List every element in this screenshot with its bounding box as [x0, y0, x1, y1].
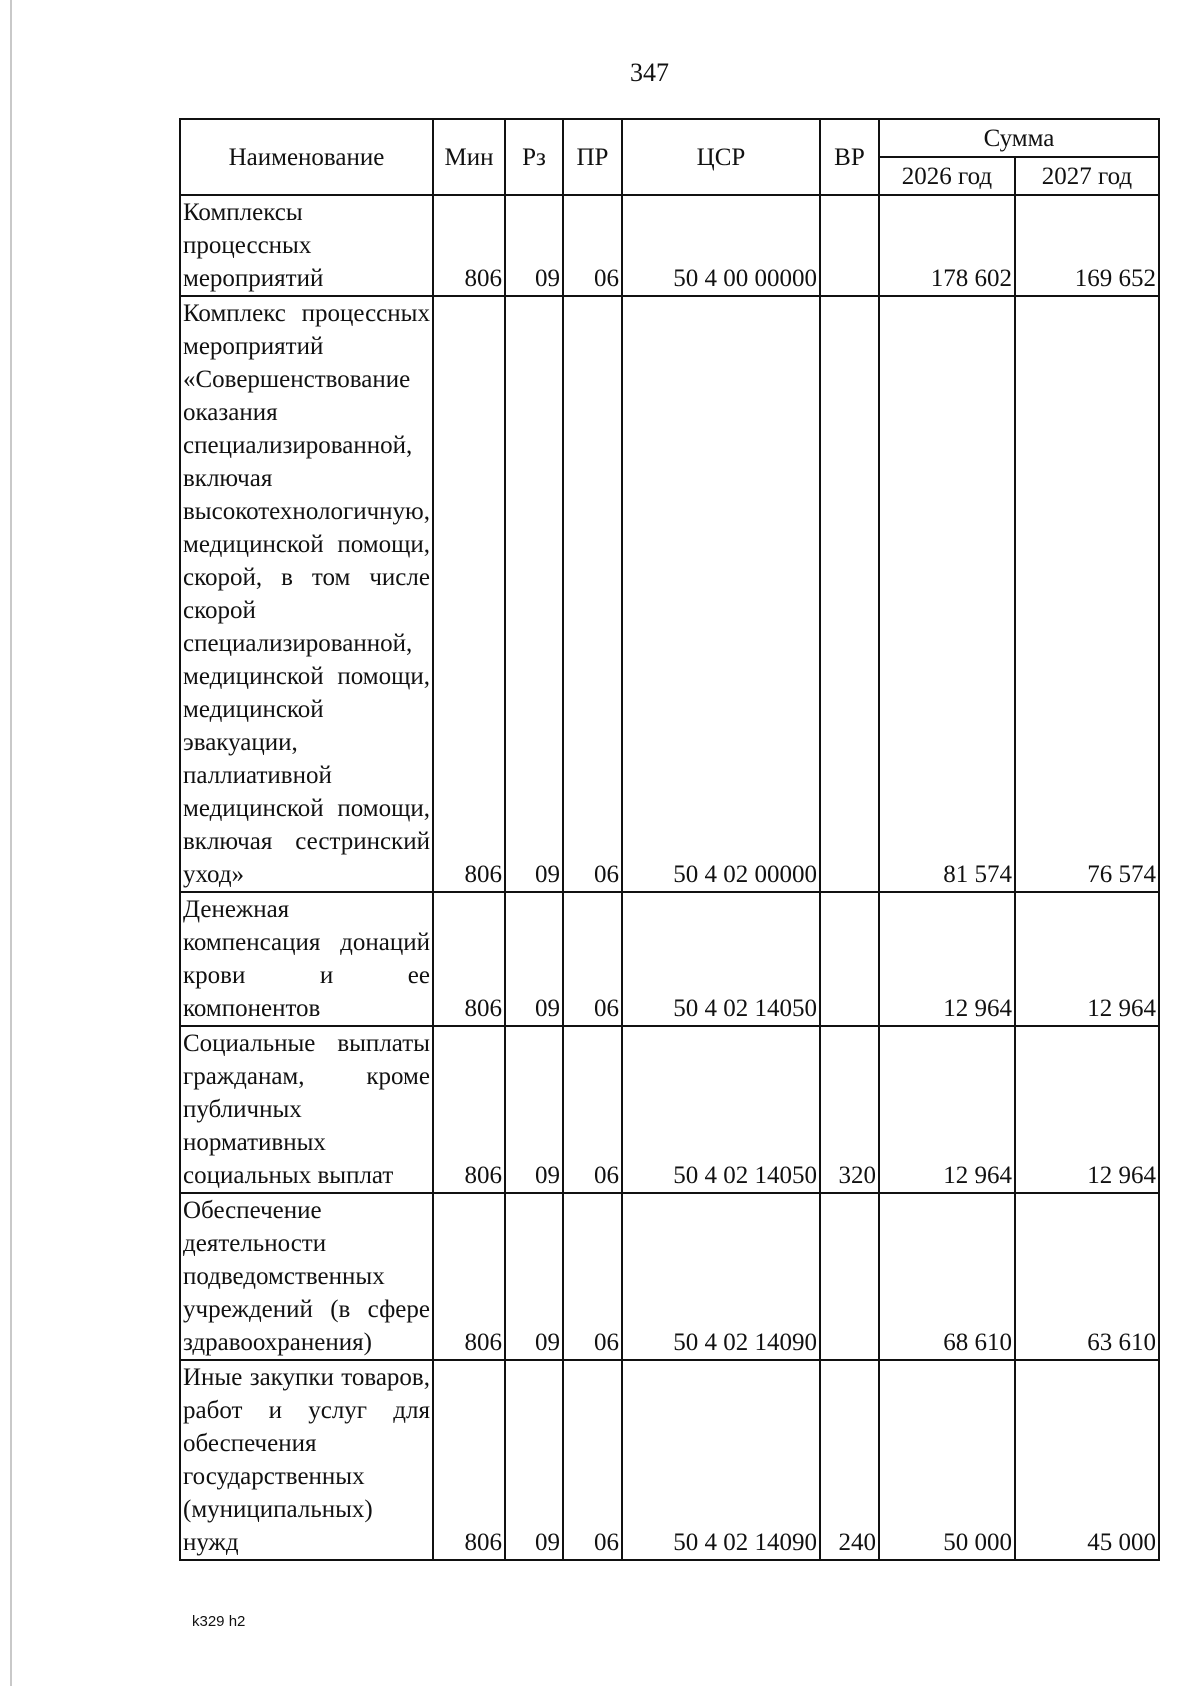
row-rz: 09	[505, 195, 563, 296]
row-vr	[820, 892, 879, 1026]
header-rz: Рз	[505, 119, 563, 195]
row-name: Обеспечение деятельности подведомственных учреждений (в сфере здравоохранения)	[180, 1193, 433, 1360]
row-name: Социальные выплаты гражданам, кроме публичных нормативных социальных выплат	[180, 1026, 433, 1193]
row-sum-2026: 68 610	[879, 1193, 1015, 1360]
row-name: Денежная компенсация донаций крови и ее компонентов	[180, 892, 433, 1026]
row-name: Комплексы процессных мероприятий	[180, 195, 433, 296]
row-name: Комплекс процессных мероприятий «Совершенствование оказания специализированной, включая высокотехнологичную, медицинской помощи, скорой, в том числе скорой специализированной, медицинской помощи, медицинской эвакуации, паллиативной медицинской помощи, включая сестринский уход»	[180, 296, 433, 892]
page-number: 347	[630, 58, 669, 87]
table-row	[180, 1026, 1159, 1193]
row-pr: 06	[563, 296, 622, 892]
row-rz: 09	[505, 1026, 563, 1193]
table-row	[180, 892, 1159, 1026]
row-pr: 06	[563, 1360, 622, 1560]
row-pr: 06	[563, 892, 622, 1026]
row-rz: 09	[505, 892, 563, 1026]
row-csr: 50 4 02 00000	[622, 296, 820, 892]
row-min: 806	[433, 1026, 505, 1193]
row-vr: 240	[820, 1360, 879, 1560]
row-min: 806	[433, 1360, 505, 1560]
row-csr: 50 4 02 14090	[622, 1193, 820, 1360]
row-vr	[820, 1193, 879, 1360]
row-name: Иные закупки товаров, работ и услуг для обеспечения государственных (муниципальных) нужд	[180, 1360, 433, 1560]
header-sum: Сумма	[879, 119, 1159, 157]
header-name: Наименование	[180, 119, 433, 195]
row-sum-2027: 12 964	[1015, 1026, 1159, 1193]
row-sum-2026: 81 574	[879, 296, 1015, 892]
header-year-2027: 2027 год	[1015, 157, 1159, 195]
header-row	[180, 119, 1159, 157]
row-min: 806	[433, 1193, 505, 1360]
row-csr: 50 4 02 14050	[622, 1026, 820, 1193]
row-sum-2026: 12 964	[879, 1026, 1015, 1193]
row-min: 806	[433, 296, 505, 892]
header-vr: ВР	[820, 119, 879, 195]
row-sum-2027: 12 964	[1015, 892, 1159, 1026]
row-sum-2026: 178 602	[879, 195, 1015, 296]
row-csr: 50 4 02 14050	[622, 892, 820, 1026]
budget-table	[179, 118, 1160, 1561]
row-sum-2027: 169 652	[1015, 195, 1159, 296]
row-sum-2026: 50 000	[879, 1360, 1015, 1560]
row-min: 806	[433, 892, 505, 1026]
row-rz: 09	[505, 296, 563, 892]
row-sum-2027: 45 000	[1015, 1360, 1159, 1560]
row-vr	[820, 195, 879, 296]
row-min: 806	[433, 195, 505, 296]
row-pr: 06	[563, 195, 622, 296]
row-csr: 50 4 00 00000	[622, 195, 820, 296]
row-sum-2027: 76 574	[1015, 296, 1159, 892]
row-rz: 09	[505, 1360, 563, 1560]
header-year-2026: 2026 год	[879, 157, 1015, 195]
row-vr	[820, 296, 879, 892]
row-csr: 50 4 02 14090	[622, 1360, 820, 1560]
header-pr: ПР	[563, 119, 622, 195]
table-row	[180, 1360, 1159, 1560]
table-row	[180, 195, 1159, 296]
page-edge-line	[10, 0, 12, 1686]
row-sum-2026: 12 964	[879, 892, 1015, 1026]
row-vr: 320	[820, 1026, 879, 1193]
table-row	[180, 1193, 1159, 1360]
header-min: Мин	[433, 119, 505, 195]
row-pr: 06	[563, 1193, 622, 1360]
header-csr: ЦСР	[622, 119, 820, 195]
row-sum-2027: 63 610	[1015, 1193, 1159, 1360]
table-row	[180, 296, 1159, 892]
row-pr: 06	[563, 1026, 622, 1193]
row-rz: 09	[505, 1193, 563, 1360]
footer-code: k329 h2	[192, 1613, 246, 1630]
